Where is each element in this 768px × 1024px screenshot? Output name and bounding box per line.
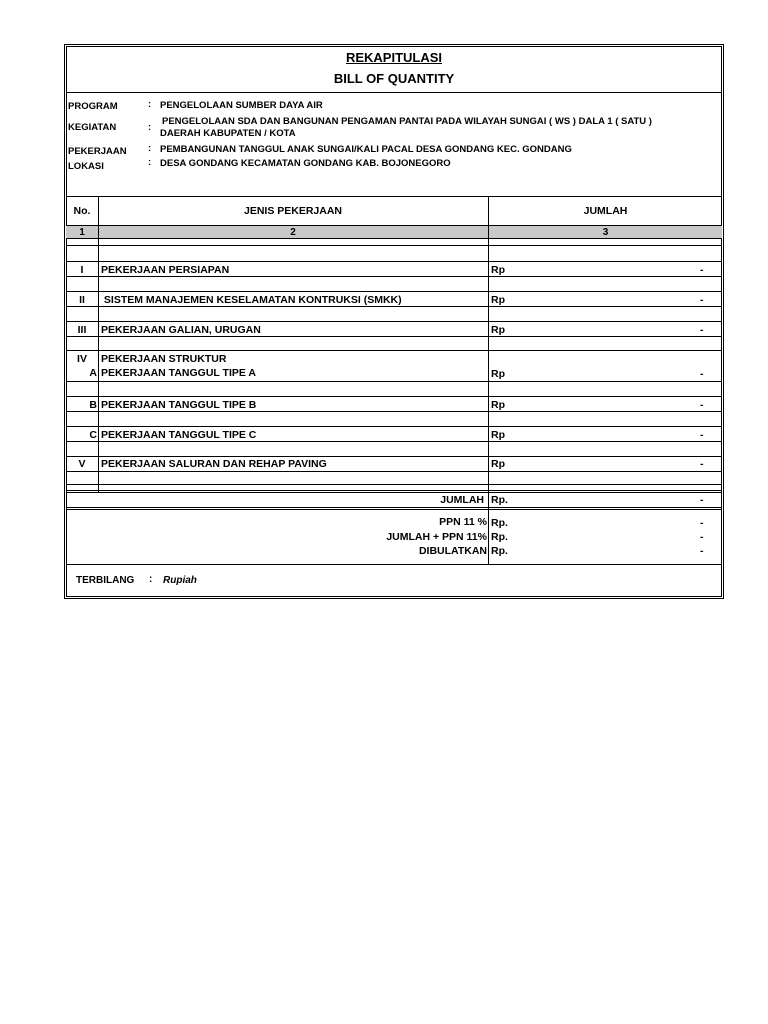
table-top-border [66,196,722,197]
jumlah-ppn-value: - [700,531,704,543]
row-jenis: PEKERJAAN PERSIAPAN [101,264,230,276]
jumlah-ppn-label: JUMLAH + PPN 11% [386,531,487,543]
row-rp: Rp [491,324,505,336]
jumlah-ppn-rp: Rp. [491,531,508,543]
title-rekapitulasi: REKAPITULASI [345,50,443,65]
lokasi-colon: : [148,157,152,168]
row-no: III [77,324,87,336]
col-number-1: 1 [79,227,85,238]
row-value: - [700,294,704,306]
kegiatan-label: KEGIATAN [68,122,117,133]
col-number-3: 3 [602,227,609,238]
program-colon: : [148,99,152,110]
terbilang-colon: : [149,574,153,585]
row-value: - [700,368,704,380]
row-value: - [700,429,704,441]
lokasi-label: LOKASI [68,161,104,172]
ppn-value: - [700,517,704,529]
row-rp: Rp [491,429,505,441]
kegiatan-value-line2: DAERAH KABUPATEN / KOTA [160,128,296,139]
row-no: V [78,458,86,470]
dibulatkan-value: - [700,545,704,557]
row-jenis: PEKERJAAN TANGGUL TIPE C [101,429,257,441]
row-no: I [80,264,84,276]
row-rp: Rp [491,294,505,306]
row-no: IV [77,353,87,365]
title-divider [66,92,722,93]
jumlah-divider [66,507,722,508]
row-jenis: PEKERJAAN STRUKTUR [101,353,227,365]
row-jenis: PEKERJAAN SALURAN DAN REHAP PAVING [101,458,327,470]
row-rp: Rp [491,399,505,411]
program-label: PROGRAM [68,101,118,112]
row-jenis: PEKERJAAN TANGGUL TIPE A [101,367,256,379]
row-no: II [79,294,85,306]
row-no: A [89,367,97,379]
kegiatan-value-line1: PENGELOLAAN SDA DAN BANGUNAN PENGAMAN PANTAI PADA WILAYAH SUNGAI ( WS ) DALA 1 ( SATU ) [162,116,652,127]
row-no: C [89,429,97,441]
title-bill-of-quantity: BILL OF QUANTITY [333,71,455,86]
pekerjaan-colon: : [148,143,152,154]
row-value: - [700,399,704,411]
row-rp: Rp [491,368,505,380]
col-number-divider [66,238,722,239]
row-jenis: PEKERJAAN GALIAN, URUGAN [101,324,261,336]
col-number-2: 2 [290,227,296,238]
ppn-label: PPN 11 % [439,516,487,528]
terbilang-label: TERBILANG [76,575,135,586]
row-rp: Rp [491,458,505,470]
row-jenis: PEKERJAAN TANGGUL TIPE B [101,399,257,411]
row-value: - [700,324,704,336]
header-jumlah: JUMLAH [583,205,628,217]
terbilang-value: Rupiah [163,575,197,586]
dibulatkan-label: DIBULATKAN [418,545,487,557]
row-no: B [89,399,97,411]
jumlah-label: JUMLAH [440,494,484,506]
col-divider-no [98,196,99,492]
header-no: No. [73,205,91,217]
kegiatan-colon: : [148,122,152,133]
row-rp: Rp [491,264,505,276]
terbilang-divider [66,564,722,565]
jumlah-rp: Rp. [491,494,508,506]
dibulatkan-rp: Rp. [491,545,508,557]
pekerjaan-value: PEMBANGUNAN TANGGUL ANAK SUNGAI/KALI PACAL DESA GONDANG KEC. GONDANG [160,144,572,155]
jumlah-value: - [700,494,704,506]
program-value: PENGELOLAAN SUMBER DAYA AIR [160,100,323,111]
row-value: - [700,458,704,470]
header-jenis-pekerjaan: JENIS PEKERJAAN [243,205,343,217]
pekerjaan-label: PEKERJAAN [68,146,127,157]
ppn-rp: Rp. [491,517,508,529]
lokasi-value: DESA GONDANG KECAMATAN GONDANG KAB. BOJONEGORO [160,158,451,169]
row-jenis: SISTEM MANAJEMEN KESELAMATAN KONTRUKSI (SMKK) [101,294,402,306]
row-value: - [700,264,704,276]
